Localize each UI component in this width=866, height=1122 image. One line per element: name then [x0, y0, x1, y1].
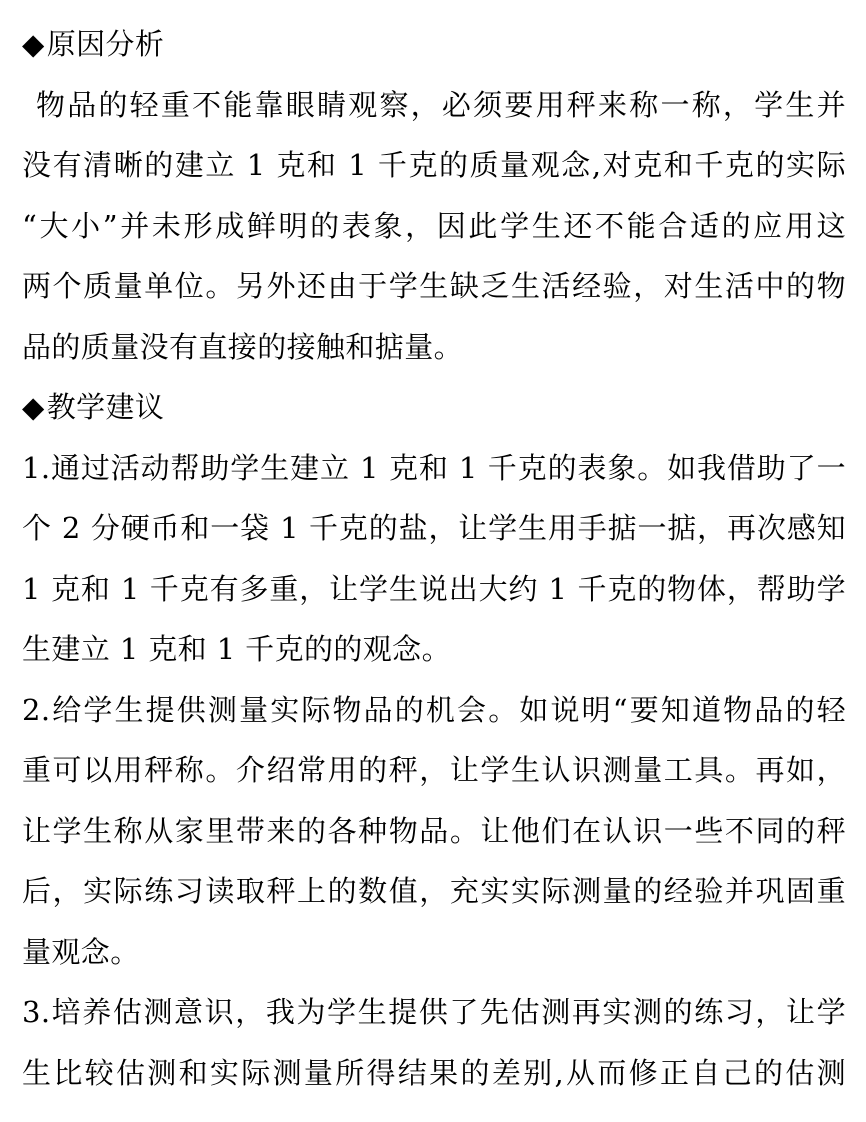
heading-title: 原因分析 — [46, 27, 165, 61]
heading-title: 教学建议 — [46, 390, 165, 424]
diamond-bullet-icon: ◆ — [22, 390, 45, 424]
list-item-line: 1 克和 1 千克有多重，让学生说出大约 1 千克的物体，帮助学 — [22, 571, 846, 606]
paragraph-line: “大小”并未形成鲜明的表象，因此学生还不能合适的应用这 — [22, 208, 846, 243]
document-page — [22, 14, 846, 1103]
paragraph-line: 两个质量单位。另外还由于学生缺乏生活经验，对生活中的物 — [22, 269, 846, 303]
list-item-line: 1.通过活动帮助学生建立 1 克和 1 千克的表象。如我借助了一 — [22, 450, 846, 485]
section-heading-cause — [22, 14, 846, 75]
paragraph-line: 品的质量没有直接的接触和掂量。 — [22, 329, 464, 364]
list-item-line: 后，实际练习读取秤上的数值，充实实际测量的经验并巩固重 — [22, 874, 846, 908]
section-heading-suggestions — [22, 377, 846, 438]
list-item-line: 量观念。 — [22, 934, 140, 969]
paragraph-line: 物品的轻重不能靠眼睛观察，必须要用秤来称一称，学生并 — [36, 87, 846, 122]
list-item-line: 让学生称从家里带来的各种物品。让他们在认识一些不同的秤 — [22, 813, 846, 848]
list-item-line: 重可以用秤称。介绍常用的秤，让学生认识测量工具。再如， — [22, 753, 846, 787]
diamond-bullet-icon: ◆ — [22, 27, 45, 61]
list-item-line: 2.给学生提供测量实际物品的机会。如说明“要知道物品的轻 — [22, 692, 846, 727]
list-item-line: 生比较估测和实际测量所得结果的差别,从而修正自己的估测 — [22, 1055, 846, 1090]
list-item-line: 个 2 分硬币和一袋 1 千克的盐，让学生用手掂一掂，再次感知 — [22, 511, 846, 545]
paragraph-line: 没有清晰的建立 1 克和 1 千克的质量观念,对克和千克的实际 — [22, 148, 846, 182]
list-item-line: 生建立 1 克和 1 千克的的观念。 — [22, 632, 451, 666]
list-item-line: 3.培养估测意识，我为学生提供了先估测再实测的练习，让学 — [22, 995, 846, 1029]
